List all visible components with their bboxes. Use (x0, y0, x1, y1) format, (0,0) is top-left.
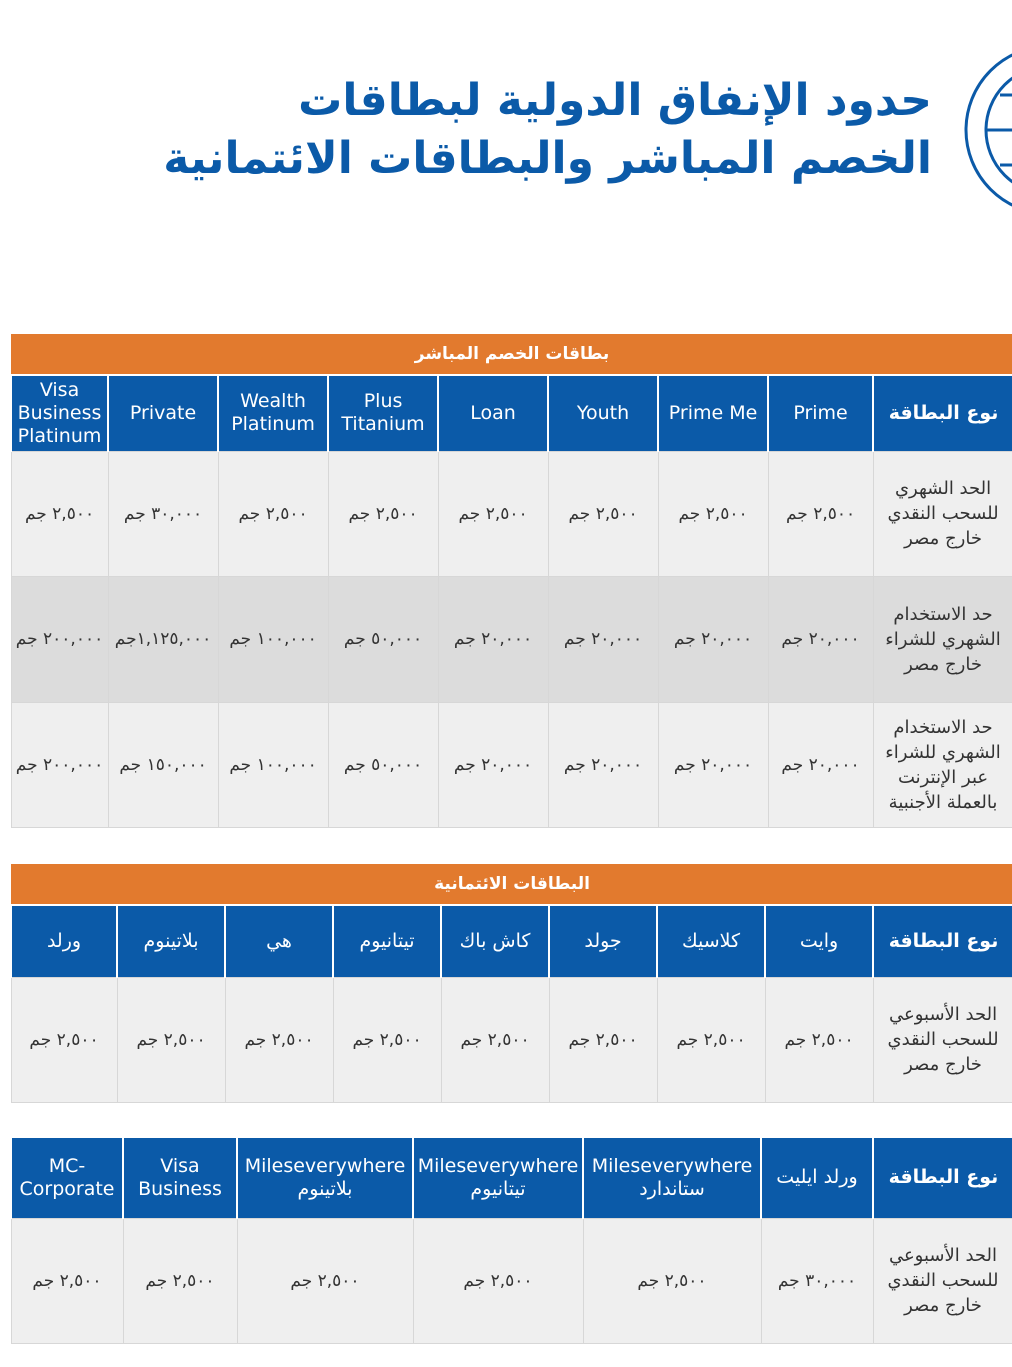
row-label: حد الاستخدام الشهري للشراء عبر الإنترنت بالعملة الأجنبية (873, 702, 1012, 827)
credit2-col-mc-corporate: MC-Corporate (11, 1138, 123, 1218)
table-cell: ٢٠٠,٠٠٠ جم (11, 702, 108, 827)
table-row (11, 451, 1012, 576)
table-cell: ٢,٥٠٠ جم (117, 977, 225, 1102)
credit2-header-card-type: نوع البطاقة (873, 1138, 1012, 1218)
table-cell: ٢٠,٠٠٠ جم (438, 576, 548, 702)
credit-col-classic: كلاسيك (657, 905, 765, 977)
credit-col-platinum: بلاتينوم (117, 905, 225, 977)
table-cell: ١,١٢٥,٠٠٠جم (108, 576, 218, 702)
credit-col-world: ورلد (11, 905, 117, 977)
table-cell: ١٠٠,٠٠٠ جم (218, 702, 328, 827)
row-label: الحد الأسبوعي للسحب النقدي خارج مصر (873, 977, 1012, 1102)
table-cell: ٢,٥٠٠ جم (237, 1218, 413, 1343)
table-cell: ٢٠,٠٠٠ جم (658, 702, 768, 827)
table-cell: ٢,٥٠٠ جم (765, 977, 873, 1102)
credit-cards-table-2 (10, 1138, 1012, 1344)
table-cell: ٢,٥٠٠ جم (658, 451, 768, 576)
table-cell: ٢,٥٠٠ جم (583, 1218, 761, 1343)
table-cell: ٢٠,٠٠٠ جم (548, 702, 658, 827)
title-line-2: الخصم المباشر والبطاقات الائتمانية (163, 133, 932, 184)
credit-col-white: وايت (765, 905, 873, 977)
table-cell: ٢٠,٠٠٠ جم (438, 702, 548, 827)
debit-header-card-type: نوع البطاقة (873, 375, 1012, 451)
table-cell: ٣٠,٠٠٠ جم (761, 1218, 873, 1343)
table-cell: ١٥٠,٠٠٠ جم (108, 702, 218, 827)
debit-section-title: بطاقات الخصم المباشر (11, 334, 1012, 375)
brand-globe-logo (960, 40, 1012, 220)
debit-col-plus-titanium: Plus Titanium (328, 375, 438, 451)
table-cell: ٢,٥٠٠ جم (11, 977, 117, 1102)
table-cell: ٢٠,٠٠٠ جم (658, 576, 768, 702)
credit-col-gold: جولد (549, 905, 657, 977)
table-cell: ٢,٥٠٠ جم (413, 1218, 583, 1343)
credit-section-title: البطاقات الائتمانية (11, 864, 1012, 905)
table-row (11, 977, 1012, 1102)
debit-col-prime: Prime (768, 375, 873, 451)
credit2-col-visa-business: Visa Business (123, 1138, 237, 1218)
table-cell: ٢,٥٠٠ جم (768, 451, 873, 576)
credit2-col-world-elite: ورلد ايليت (761, 1138, 873, 1218)
table-cell: ٢٠,٠٠٠ جم (768, 702, 873, 827)
table-cell: ٢,٥٠٠ جم (218, 451, 328, 576)
table-cell: ٥٠,٠٠٠ جم (328, 576, 438, 702)
debit-col-prime-me: Prime Me (658, 375, 768, 451)
table-cell: ٢,٥٠٠ جم (123, 1218, 237, 1343)
table-cell: ٥٠,٠٠٠ جم (328, 702, 438, 827)
credit2-col-miles-standard: Mileseverywhere ستاندارد (583, 1138, 761, 1218)
debit-col-loan: Loan (438, 375, 548, 451)
table-cell: ٢٠٠,٠٠٠ جم (11, 576, 108, 702)
credit2-col-miles-platinum: Mileseverywhere بلاتينوم (237, 1138, 413, 1218)
row-label: الحد الأسبوعي للسحب النقدي خارج مصر (873, 1218, 1012, 1343)
table-row (11, 1218, 1012, 1343)
table-cell: ٢,٥٠٠ جم (441, 977, 549, 1102)
title-line-1: حدود الإنفاق الدولية لبطاقات (298, 75, 932, 126)
table-cell: ١٠٠,٠٠٠ جم (218, 576, 328, 702)
row-label: الحد الشهري للسحب النقدي خارج مصر (873, 451, 1012, 576)
table-cell: ٢,٥٠٠ جم (328, 451, 438, 576)
table-cell: ٢,٥٠٠ جم (657, 977, 765, 1102)
debit-cards-table (10, 334, 1012, 828)
credit-col-cashback: كاش باك (441, 905, 549, 977)
credit2-col-miles-titanium: Mileseverywhere تيتانيوم (413, 1138, 583, 1218)
table-cell: ٢,٥٠٠ جم (548, 451, 658, 576)
table-row (11, 702, 1012, 827)
credit-col-hey: هي (225, 905, 333, 977)
debit-col-visa-business-platinum: Visa Business Platinum (11, 375, 108, 451)
table-row (11, 576, 1012, 702)
credit-header-card-type: نوع البطاقة (873, 905, 1012, 977)
table-cell: ٣٠,٠٠٠ جم (108, 451, 218, 576)
row-label: حد الاستخدام الشهري للشراء خارج مصر (873, 576, 1012, 702)
table-cell: ٢٠,٠٠٠ جم (548, 576, 658, 702)
table-cell: ٢,٥٠٠ جم (438, 451, 548, 576)
table-cell: ٢,٥٠٠ جم (11, 1218, 123, 1343)
table-cell: ٢,٥٠٠ جم (549, 977, 657, 1102)
page-title (112, 72, 932, 188)
debit-col-youth: Youth (548, 375, 658, 451)
table-cell: ٢,٥٠٠ جم (11, 451, 108, 576)
table-cell: ٢,٥٠٠ جم (225, 977, 333, 1102)
credit-cards-table (10, 864, 1012, 1103)
table-cell: ٢,٥٠٠ جم (333, 977, 441, 1102)
debit-col-private: Private (108, 375, 218, 451)
table-cell: ٢٠,٠٠٠ جم (768, 576, 873, 702)
credit-col-titanium: تيتانيوم (333, 905, 441, 977)
debit-col-wealth-platinum: Wealth Platinum (218, 375, 328, 451)
